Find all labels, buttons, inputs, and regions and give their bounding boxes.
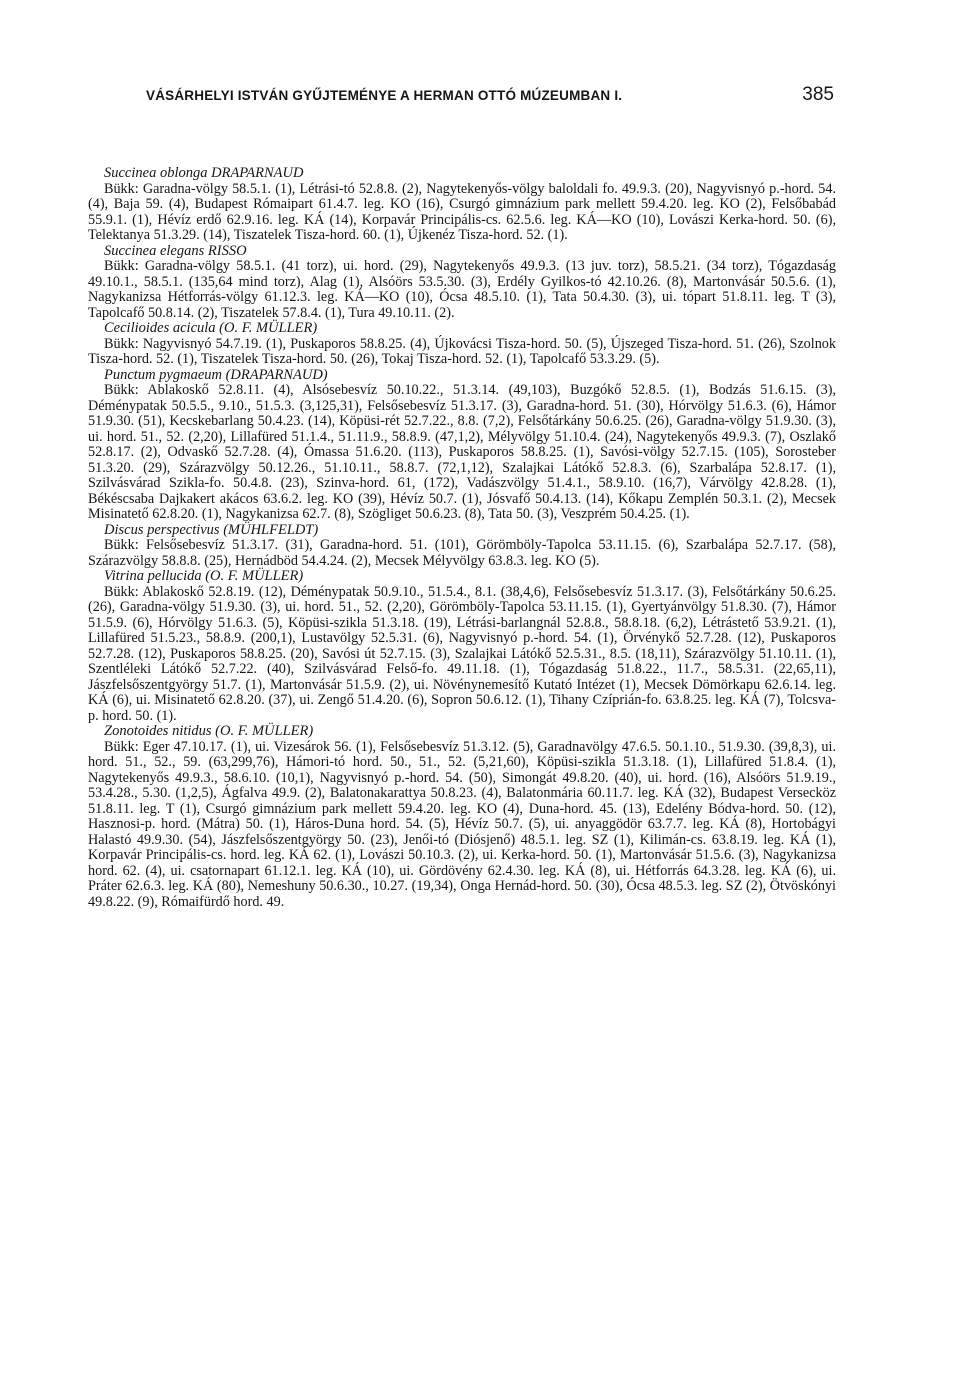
species-entry <box>88 321 836 368</box>
species-entry <box>88 523 836 570</box>
species-name: Succinea elegans RISSO <box>104 242 247 259</box>
page-number: 385 <box>802 84 834 105</box>
species-entry <box>88 724 836 910</box>
species-localities: Bükk: Garadna-völgy 58.5.1. (1), Létrási-tó 52.8.8. (2), Nagytekenyős-völgy baloldali fo. 49.9.3. (20), Nagyvisnyó p.-hord. 54. (4), Baja 59. (4), Budapest Rómaipart 61.4.7. leg. KO (16), Csurgó gimnázium park mellett 59.4.20. leg. KO (2), Felsőbabád 55.9.1. (1), Hévíz erdő 62.9.16. leg. KÁ (14), Korpavár Principális-cs. 62.5.6. leg. KÁ—KO (10), Lovászi Kerka-hord. 50. (6), Telektanya 51.3.29. (14), Tiszatelek Tisza-hord. 60. (1), Újkenéz Tisza-hord. 52. (1). <box>88 180 836 243</box>
species-entry <box>88 166 836 244</box>
species-name: Cecilioides acicula (O. F. MÜLLER) <box>104 320 318 336</box>
species-localities: Bükk: Eger 47.10.17. (1), ui. Vizesárok 56. (1), Felsősebesvíz 51.3.12. (5), Garadnavölgy 47.6.5. 50.1.10., 51.9.30. (39,8,3), ui. hord. 51., 52., 59. (63,299,76), Hámori-tó hord. 50., 51., 52. (5,21,60), Köpüsi-szikla 51.3.18. (1), Lillafüred 51.8.4. (1), Nagytekenyős 49.9.3., 58.6.10. (10,1), Nagyvisnyó p.-hord. 54. (50), Simongát 49.8.20. (40), ui. hord. (16), Alsóörs 51.9.19., 53.4.28., 5.30. (1,2,5), Ágfalva 49.9. (2), Balatonakarattya 50.8.23. (4), Balatonmária 60.11.7. leg. KÁ (32), Budapest Versecköz 51.8.11. leg. T (1), Csurgó gimnázium park mellett 59.4.20. leg. KO (4), Duna-hord. 45. (13), Edelény Bódva-hord. 50. (12), Hasznosi-p. hord. (Mátra) 50. (1), Háros-Duna hord. 54. (5), Hévíz 50.7. (5), ui. anyaggödör 63.7.7. leg. KÁ (8), Hortobágyi Halastó 49.9.30. (54), Jászfelsőszentgyörgy 50. (23), Jenői-tó (Diósjenő) 48.5.1. leg. SZ (1), Kilimán-cs. 63.8.19. leg. KÁ (1), Korpavár Principális-cs. hord. leg. KÁ 62. (1), Lovászi 50.10.3. (2), ui. Kerka-hord. 50. (1), Martonvásár 51.5.6. (3), Nagykanizsa hord. 62. (4), ui. csatornapart 61.12.1. leg. KÁ (10), ui. Gördövény 62.4.30. leg. KÁ (8), ui. Hétforrás 64.3.28. leg. KÁ (6), ui. Práter 62.6.3. leg. KÁ (80), Nemeshuny 50.6.30., 10.27. (19,34), Onga Hernád-hord. 50. (30), Ócsa 48.5.3. leg. SZ (2), Ötvöskónyi 49.8.22. (9), Rómaifürdő hord. 49. <box>88 738 836 910</box>
species-localities: Bükk: Felsősebesvíz 51.3.17. (31), Garadna-hord. 51. (101), Görömböly-Tapolca 53.11.15. (6), Szarbalápa 52.7.17. (58), Szárazvölgy 58.8.8. (25), Hernádböd 54.4.24. (2), Mecsek Mélyvölgy 63.8.3. leg. KO (5). <box>88 537 836 569</box>
species-localities: Bükk: Garadna-völgy 58.5.1. (41 torz), ui. hord. (29), Nagytekenyős 49.9.3. (13 juv. torz), 58.5.21. (34 torz), Tógazdaság 49.10.1., 58.5.1. (135,64 mind torz), Alag (1), Alsóörs 53.5.30. (3), Erdély Gyilkos-tó 42.10.26. (8), Martonvásár 50.5.6. (1), Nagykanizsa Hétforrás-völgy 61.12.3. leg. KÁ—KO (10), Ócsa 48.5.10. (1), Tata 50.4.30. (3), ui. tópart 51.8.11. leg. T (3), Tapolcafő 50.8.14. (2), Tiszatelek 57.8.4. (1), Tura 49.10.11. (2). <box>88 258 836 321</box>
species-name: Discus perspectivus (MÜHLFELDT) <box>104 521 319 538</box>
species-name: Zonotoides nitidus (O. F. MÜLLER) <box>104 723 314 739</box>
running-header <box>88 84 836 118</box>
species-localities: Bükk: Ablakoskő 52.8.11. (4), Alsósebesvíz 50.10.22., 51.3.14. (49,103), Buzgókő 52.8.5. (1), Bodzás 51.6.15. (3), Déménypatak 50.5.5., 9.10., 51.5.3. (3,125,31), Felsősebesvíz 51.3.17. (3), Garadna-hord. 51. (30), Hórvölgy 51.6.3. (6), Hámor 51.9.30. (51), Kecskebarlang 50.4.23. (14), Köpüsi-rét 52.7.22., 8.8. (7,2), Felsőtárkány 50.6.25. (26), Garadna-völgy 51.9.30. (3), ui. hord. 51., 52. (2,20), Lillafüred 51.1.4., 51.11.9., 58.8.9. (47,1,2), Mélyvölgy 51.10.4. (24), Nagytekenyős 49.9.3. (7), Oszlakő 52.8.17. (2), Odvaskő 52.7.28. (4), Ómassa 51.6.20. (113), Puskaporos 58.8.25. (1), Savósi-völgy 52.7.15. (105), Sorosteber 51.3.20. (29), Szárazvölgy 50.12.26., 51.10.11., 58.8.7. (72,1,12), Szalajkai Látókő 52.8.3. (6), Szarbalápa 52.8.17. (1), Szilvásvárad Szikla-fo. 50.4.8. (23), Szinva-hord. 61, (172), Vadászvölgy 51.4.1., 58.9.10. (16,7), Várvölgy 42.8.28. (1), Békéscsaba Dajkakert akácos 63.6.2. leg. KO (39), Hévíz 50.7. (1), Jósvafő 50.4.13. (14), Kőkapu Zemplén 50.3.1. (2), Mecsek Misinatető 62.8.20. (1), Nagykanizsa 62.7. (8), Szögliget 50.6.23. (8), Tata 50. (3), Veszprém 50.4.25. (1). <box>88 382 836 522</box>
species-name: Succinea oblonga DRAPARNAUD <box>104 165 304 181</box>
species-list <box>88 166 836 910</box>
species-localities: Bükk: Nagyvisnyó 54.7.19. (1), Puskaporos 58.8.25. (4), Újkovácsi Tisza-hord. 50. (5), Újszeged Tisza-hord. 51. (26), Szolnok Tisza-hord. 52. (1), Tiszatelek Tisza-hord. 50. (26), Tokaj Tisza-hord. 52. (1), Tapolcafő 53.3.29. (5). <box>88 335 836 367</box>
species-entry <box>88 569 836 724</box>
species-name: Vitrina pellucida (O. F. MÜLLER) <box>104 568 304 584</box>
species-entry <box>88 244 836 322</box>
running-title: VÁSÁRHELYI ISTVÁN GYŰJTEMÉNYE A HERMAN OTTÓ MÚZEUMBAN I. <box>146 88 623 103</box>
species-entry <box>88 368 836 523</box>
species-name: Punctum pygmaeum (DRAPARNAUD) <box>104 366 328 383</box>
species-localities: Bükk: Ablakoskő 52.8.19. (12), Déménypatak 50.9.10., 51.5.4., 8.1. (38,4,6), Felsősebesvíz 51.3.17. (3), Felsőtárkány 50.6.25. (26), Garadna-völgy 51.9.30. (3), ui. hord. 51., 52. (2,20), Görömböly-Tapolca 53.11.15. (1), Gyertyánvölgy 51.8.30. (7), Hámor 51.5.9. (6), Hórvölgy 51.6.3. (5), Köpüsi-szikla 51.3.18. (19), Létrási-barlangnál 52.8.8., 58.8.18. (6,2), Létrástető 53.9.21. (1), Lillafüred 51.5.23., 58.8.9. (200,1), Lustavölgy 52.5.31. (6), Nagyvisnyó p.-hord. 54. (1), Örvénykő 52.7.28. (12), Puskaporos 52.7.28. (12), Puskaporos 58.8.25. (20), Savósi út 52.7.15. (3), Szalajkai Látókő 52.5.31., 8.5. (18,11), Szárazvölgy 51.10.11. (1), Szentléleki Látókő 52.7.22. (40), Szilvásvárad Felső-fo. 49.11.18. (1), Tógazdaság 51.8.22., 11.7., 58.5.31. (22,65,11), Jászfelsőszentgyörgy 51.7. (1), Martonvásár 51.5.9. (2), ui. Növénynemesítő Kutató Intézet (1), Mecsek Dömörkapu 62.6.14. leg. KÁ (6), ui. Misinatető 62.8.20. (37), ui. Zengő 51.4.20. (6), Sopron 50.6.12. (1), Tihany Czíprián-fo. 63.8.25. leg. KÁ (7), Tolcsva-p. hord. 50. (1). <box>88 583 836 724</box>
